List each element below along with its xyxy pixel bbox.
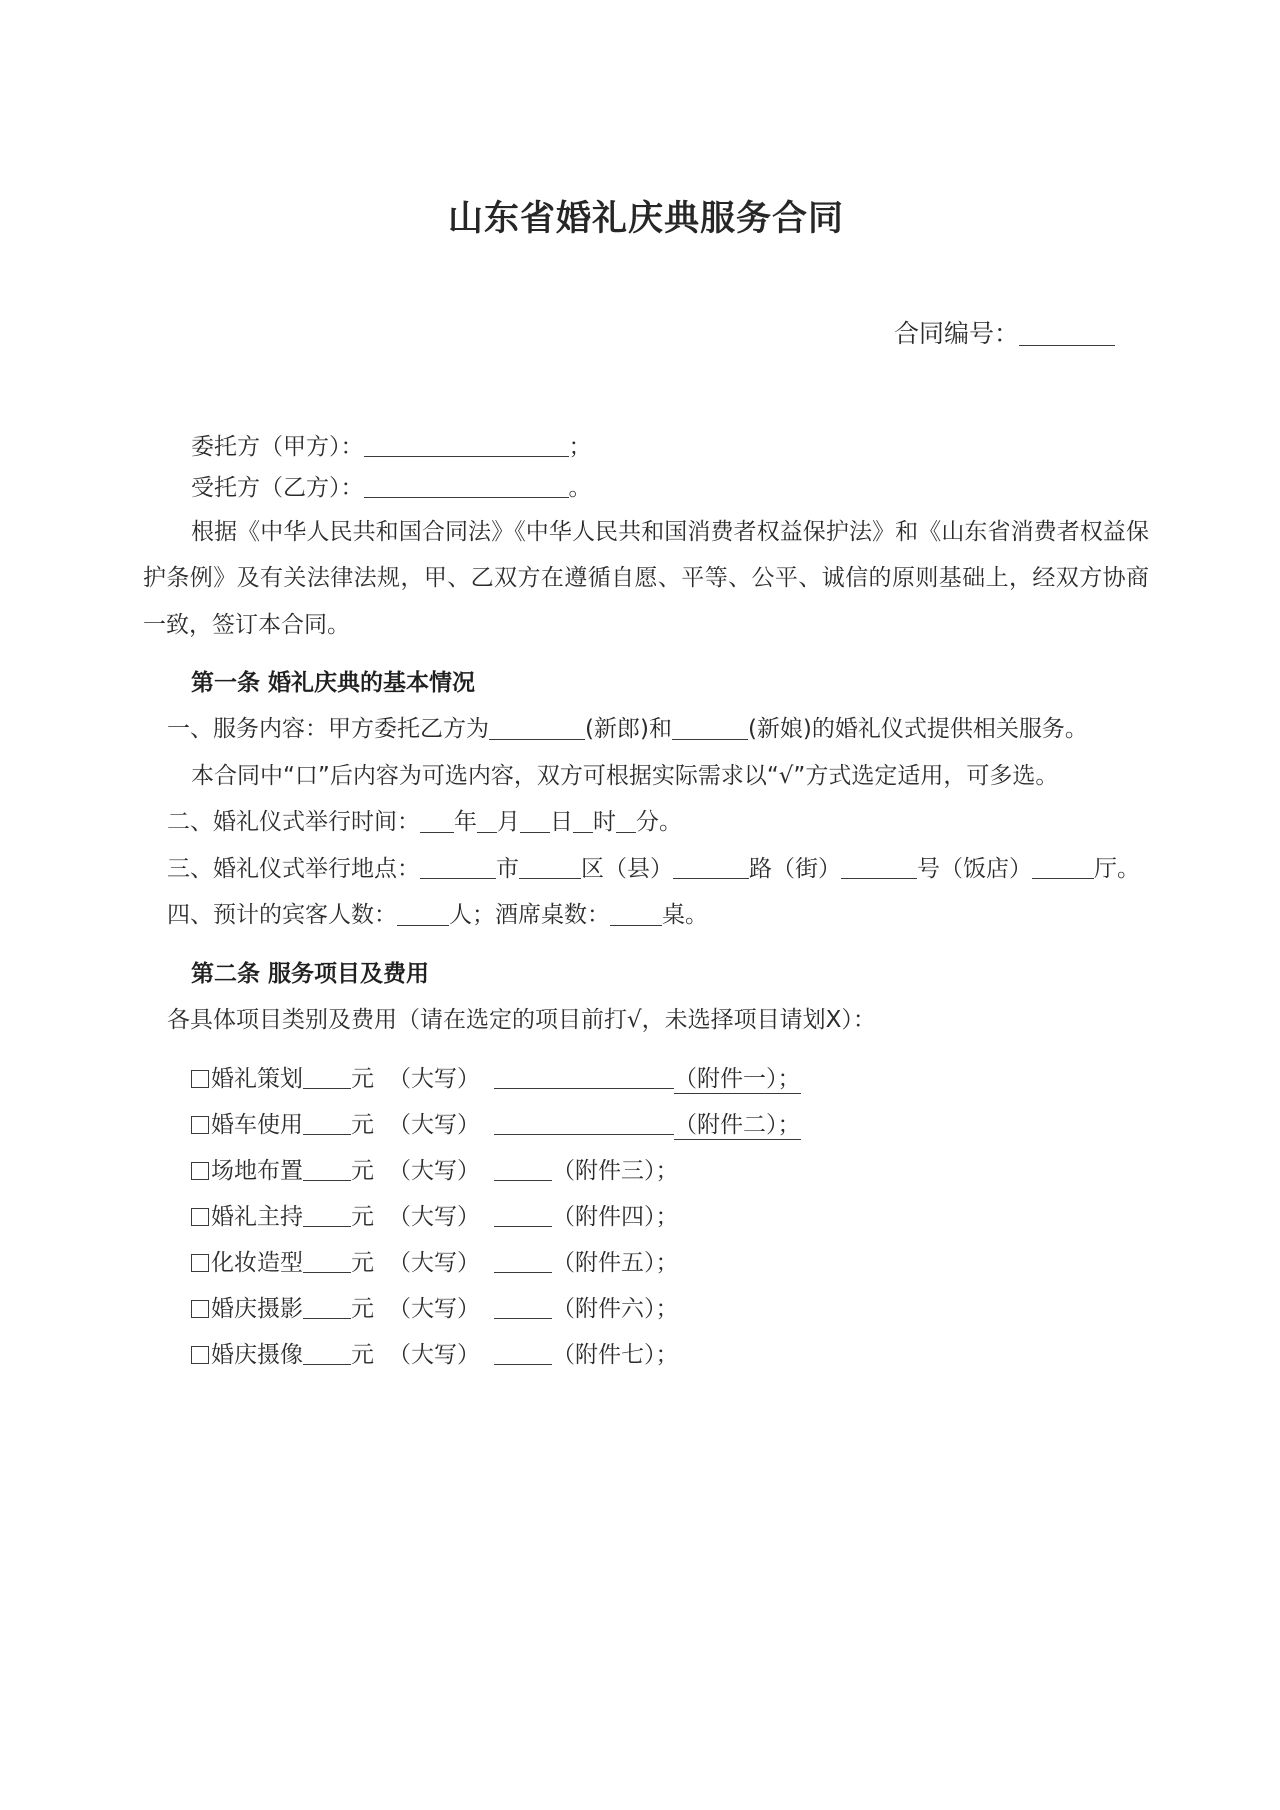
party-label-jia: 委托方（甲方）： [191,433,364,460]
checkbox-icon[interactable] [191,1208,209,1226]
unit-city: 市 [496,855,519,882]
contract-number-label: 合同编号： [893,319,1019,349]
party-blank-jia[interactable] [364,432,569,457]
service-item-name: 场地布置 [211,1157,303,1184]
service-amount-blank[interactable] [303,1340,351,1365]
month-blank[interactable] [477,808,497,833]
unit-hour: 时 [593,809,616,836]
service-capital-label: （大写） [388,1249,480,1276]
service-capital-blank[interactable] [494,1156,552,1181]
service-item-videography[interactable] [143,1332,1149,1378]
unit-minute: 分 [636,809,659,836]
item-guest-count [143,892,1149,938]
service-item-photography[interactable] [143,1286,1149,1332]
service-unit: 元 [351,1065,374,1092]
service-attachment-label: （附件七）； [552,1341,679,1368]
service-capital-label: （大写） [388,1111,480,1138]
service-item-wedding-car[interactable] [143,1102,1149,1148]
service-capital-blank[interactable] [494,1248,552,1273]
table-count-label: 酒席桌数： [495,902,610,929]
checkbox-icon[interactable] [191,1162,209,1180]
service-item-name: 婚车使用 [211,1111,303,1138]
service-capital-blank[interactable] [494,1340,552,1365]
day-blank[interactable] [520,808,550,833]
item-service-content-mid2: (新娘)的婚礼仪式提供相关服务。 [747,716,1088,743]
item-optional-note: 本合同中“口”后内容为可选内容，双方可根据实际需求以“√”方式选定适用，可多选。 [191,762,1059,789]
service-capital-label: （大写） [388,1341,480,1368]
groom-name-blank[interactable] [489,715,585,740]
service-item-name: 婚礼主持 [211,1203,303,1230]
party-line-jia [143,427,1149,468]
article-heading-1: 第一条 婚礼庆典的基本情况 [191,669,476,696]
preamble-paragraph: 根据《中华人民共和国合同法》《中华人民共和国消费者权益保护法》和《山东省消费者权益保护条例》及有关法律法规，甲、乙双方在遵循自愿、平等、公平、诚信的原则基础上，经双方协商一致，签订本合同。 [143,518,1149,638]
checkbox-icon[interactable] [191,1300,209,1318]
party-line-yi [143,468,1149,509]
unit-month: 月 [497,809,520,836]
checkbox-icon[interactable] [191,1070,209,1088]
service-attachment-label: （附件一）； [674,1065,801,1092]
service-unit: 元 [351,1295,374,1322]
unit-road: 路（街） [749,855,841,882]
service-item-wedding-planning[interactable] [143,1056,1149,1102]
service-item-venue-setup[interactable] [143,1148,1149,1194]
unit-person: 人； [449,902,495,929]
service-capital-blank[interactable] [494,1202,552,1227]
service-amount-blank[interactable] [303,1064,351,1089]
document-body [143,0,1149,1378]
service-unit: 元 [351,1203,374,1230]
service-attachment-label: （附件五）； [552,1249,679,1276]
service-unit: 元 [351,1111,374,1138]
unit-table: 桌。 [662,902,708,929]
unit-hall: 厅。 [1094,855,1140,882]
hour-blank[interactable] [573,808,593,833]
ceremony-place-label: 三、婚礼仪式举行地点： [167,855,420,882]
service-capital-blank[interactable] [494,1294,552,1319]
service-attachment-label: （附件四）； [552,1203,679,1230]
service-capital-label: （大写） [388,1157,480,1184]
ceremony-time-label: 二、婚礼仪式举行时间： [167,809,420,836]
service-capital-label: （大写） [388,1295,480,1322]
service-capital-label: （大写） [388,1065,480,1092]
year-blank[interactable] [420,808,454,833]
service-unit: 元 [351,1249,374,1276]
contract-number-row [143,315,1149,353]
unit-year: 年 [454,809,477,836]
road-blank[interactable] [673,854,749,879]
service-capital-label: （大写） [388,1203,480,1230]
district-blank[interactable] [519,854,581,879]
party-blank-yi[interactable] [364,473,569,498]
service-attachment-label: （附件六）； [552,1295,679,1322]
service-capital-blank[interactable] [494,1063,674,1089]
service-attachment-label: （附件二）； [674,1111,801,1138]
service-item-list [143,1056,1149,1378]
page-title: 山东省婚礼庆典服务合同 [447,199,844,239]
service-item-name: 婚庆摄像 [211,1341,303,1368]
service-items-intro: 各具体项目类别及费用（请在选定的项目前打√，未选择项目请划X）： [167,1007,876,1034]
service-item-name: 婚礼策划 [211,1065,303,1092]
service-amount-blank[interactable] [303,1202,351,1227]
unit-day: 日 [550,809,573,836]
contract-number-blank[interactable] [1019,319,1115,346]
ceremony-time-suffix: 。 [659,809,682,836]
service-item-name: 婚庆摄影 [211,1295,303,1322]
checkbox-icon[interactable] [191,1346,209,1364]
checkbox-icon[interactable] [191,1116,209,1134]
city-blank[interactable] [420,854,496,879]
party-label-yi: 受托方（乙方）： [191,474,364,501]
party-trailing-yi: 。 [568,474,592,501]
service-amount-blank[interactable] [303,1248,351,1273]
service-capital-blank[interactable] [494,1109,674,1135]
service-item-host[interactable] [143,1194,1149,1240]
item-ceremony-time [143,799,1149,845]
number-blank[interactable] [841,854,917,879]
item-service-content-prefix: 一、服务内容：甲方委托乙方为 [167,716,489,743]
checkbox-icon[interactable] [191,1254,209,1272]
service-amount-blank[interactable] [303,1110,351,1135]
hall-blank[interactable] [1032,854,1094,879]
service-amount-blank[interactable] [303,1294,351,1319]
guest-count-label: 四、预计的宾客人数： [167,902,397,929]
table-count-blank[interactable] [610,901,662,926]
item-service-content [143,706,1149,752]
parties-block [143,427,1149,509]
service-amount-blank[interactable] [303,1156,351,1181]
unit-district: 区（县） [581,855,673,882]
unit-number: 号（饭店） [917,855,1032,882]
party-trailing-jia: ； [568,433,592,460]
minute-blank[interactable] [616,808,636,833]
bride-name-blank[interactable] [672,715,748,740]
service-attachment-label: （附件三）； [552,1157,679,1184]
item-ceremony-place [143,846,1149,892]
service-item-makeup[interactable] [143,1240,1149,1286]
article-heading-2: 第二条 服务项目及费用 [191,960,430,987]
service-item-name: 化妆造型 [211,1249,303,1276]
item-service-content-mid1: (新郎)和 [585,716,672,743]
guest-count-blank[interactable] [397,901,449,926]
service-unit: 元 [351,1157,374,1184]
service-unit: 元 [351,1341,374,1368]
